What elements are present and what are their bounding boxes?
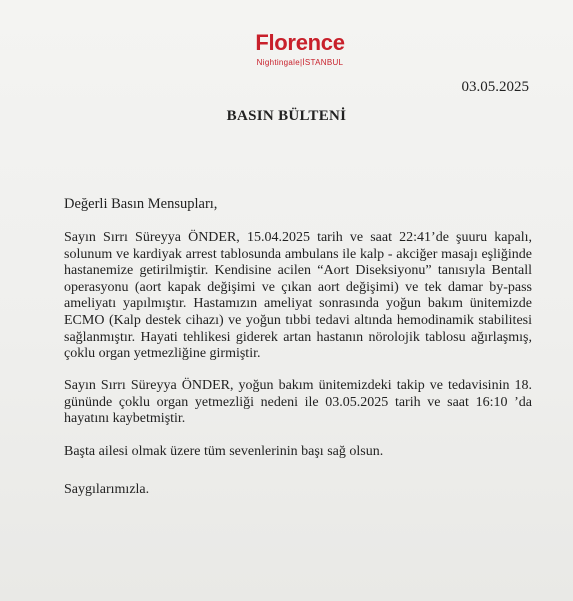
closing-regards: Saygılarımızla. (64, 482, 150, 497)
hospital-logo (240, 30, 360, 67)
document-date: 03.05.2025 (461, 79, 529, 95)
paragraph-medical-history: Sayın Sırrı Süreyya ÖNDER, 15.04.2025 tarih ve saat 22:41’de şuuru kapalı, solunum ve kardiyak arrest tablosunda ambulans ile kalp - akciğer masajı eşliğinde hastanemize getirilmiştir. Kendisine acilen “Aort Diseksiyonu” tanısıyla Bentall operasyonu (aort kapak değişimi ve çıkan aort değişimi) ve tek damar by-pass ameliyatı yapılmıştır. Hastamızın ameliyat sonrasında yoğun bakım ünitemizde ECMO (Kalp destek cihazı) ve yoğun tıbbi tedavi altında hemodinamik stabilitesi sağlanmıştır. Hayati tehlikesi giderek artan hastanın nörolojik tablosu ağırlaşmış, çoklu organ yetmezliğine girmiştir. (64, 230, 532, 362)
paragraph-death-announcement: Sayın Sırrı Süreyya ÖNDER, yoğun bakım ünitemizdeki takip ve tedavisinin 18. gününde çoklu organ yetmezliği nedeni ile 03.05.2025 tarih ve saat 16:10 ’da hayatını kaybetmiştir. (64, 378, 532, 427)
logo-wordmark: Florence (255, 30, 345, 55)
document-title: BASIN BÜLTENİ (226, 108, 347, 124)
logo-subtitle: Nightingale|İSTANBUL (256, 58, 344, 67)
salutation: Değerli Basın Mensupları, (64, 196, 218, 212)
paragraph-condolence: Başta ailesi olmak üzere tüm sevenlerinin başı sağ olsun. (64, 444, 384, 459)
